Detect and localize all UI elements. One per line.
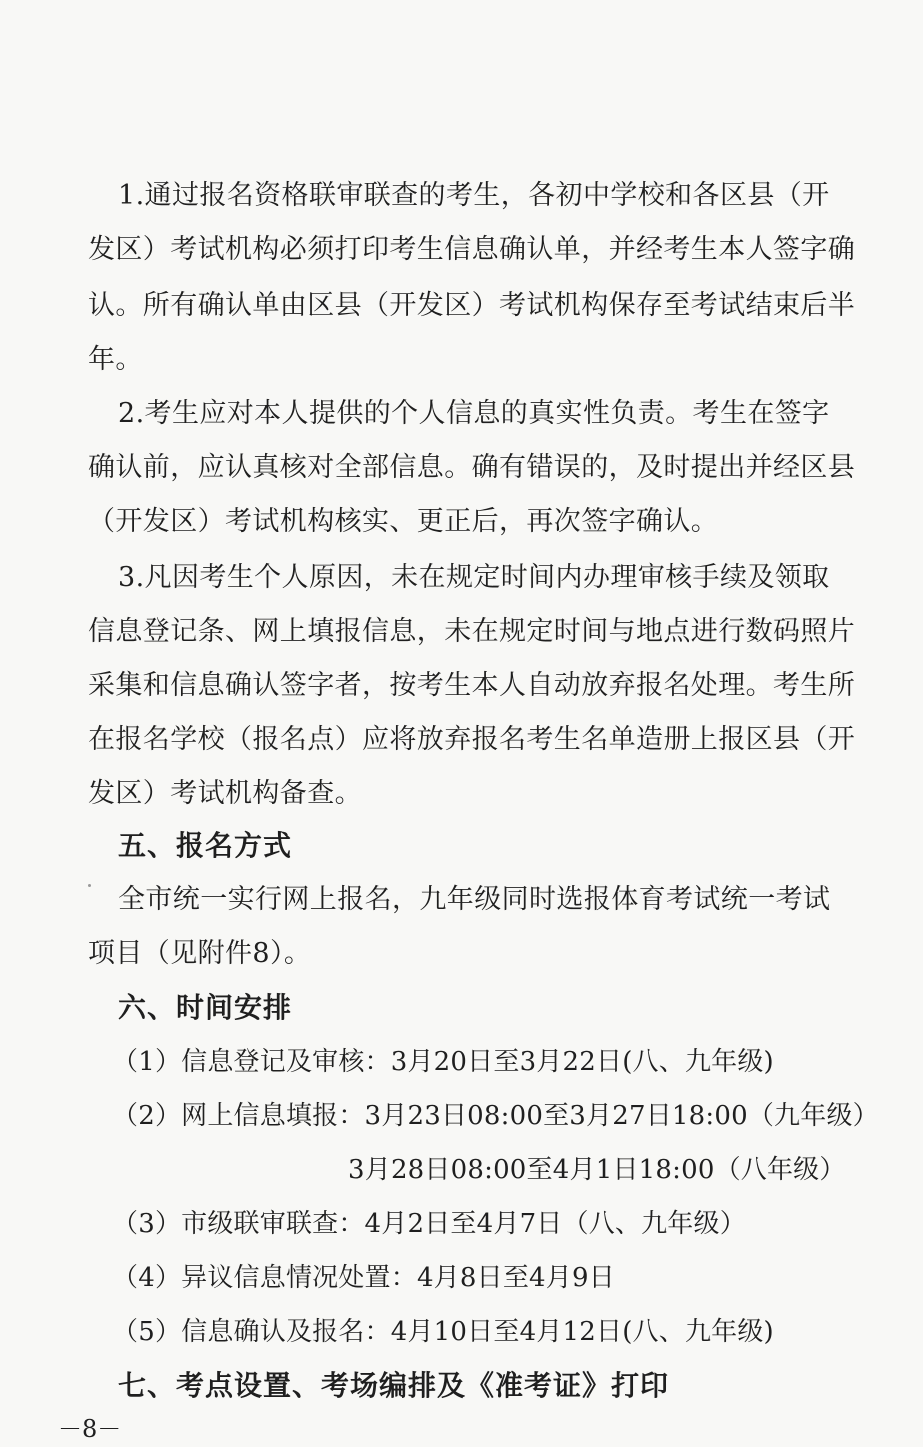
schedule-item-3: （3）市级联审联查：4月2日至4月7日（八、九年级） xyxy=(112,1209,746,1239)
item2-line-2: 确认前，应认真核对全部信息。确有错误的，及时提出并经区县 xyxy=(88,452,856,483)
item3-line-5: 发区）考试机构备查。 xyxy=(88,778,362,809)
item1-line-4: 年。 xyxy=(88,344,143,375)
schedule-item-1: （1）信息登记及审核：3月20日至3月22日(八、九年级) xyxy=(112,1047,774,1077)
item3-line-2: 信息登记条、网上填报信息，未在规定时间与地点进行数码照片 xyxy=(88,616,856,647)
item1-line-2: 发区）考试机构必须打印考生信息确认单，并经考生本人签字确 xyxy=(88,234,856,265)
item2-line-1: 2.考生应对本人提供的个人信息的真实性负责。考生在签字 xyxy=(118,398,830,429)
para5-line-1: 全市统一实行网上报名，九年级同时选报体育考试统一考试 xyxy=(118,884,831,915)
schedule-item-2-continued: 3月28日08:00至4月1日18:00（八年级） xyxy=(348,1155,846,1185)
page-number: －8－ xyxy=(58,1415,122,1443)
item3-line-1: 3.凡因考生个人原因，未在规定时间内办理审核手续及领取 xyxy=(118,562,830,593)
item2-line-3: （开发区）考试机构核实、更正后，再次签字确认。 xyxy=(88,506,719,537)
section-heading-schedule: 六、时间安排 xyxy=(118,991,293,1024)
scan-speck xyxy=(88,884,91,887)
schedule-item-5: （5）信息确认及报名：4月10日至4月12日(八、九年级) xyxy=(112,1317,774,1347)
item1-line-3: 认。所有确认单由区县（开发区）考试机构保存至考试结束后半 xyxy=(88,290,856,321)
section-heading-registration-method: 五、报名方式 xyxy=(118,829,293,862)
item1-line-1: 1.通过报名资格联审联查的考生，各初中学校和各区县（开 xyxy=(118,180,830,211)
section-heading-exam-sites: 七、考点设置、考场编排及《准考证》打印 xyxy=(118,1369,670,1402)
item3-line-4: 在报名学校（报名点）应将放弃报名考生名单造册上报区县（开 xyxy=(88,724,856,755)
item3-line-3: 采集和信息确认签字者，按考生本人自动放弃报名处理。考生所 xyxy=(88,670,856,701)
schedule-item-2: （2）网上信息填报：3月23日08:00至3月27日18:00（九年级） xyxy=(112,1101,879,1131)
schedule-item-4: （4）异议信息情况处置：4月8日至4月9日 xyxy=(112,1263,615,1293)
para5-line-2: 项目（见附件8）。 xyxy=(88,938,312,969)
